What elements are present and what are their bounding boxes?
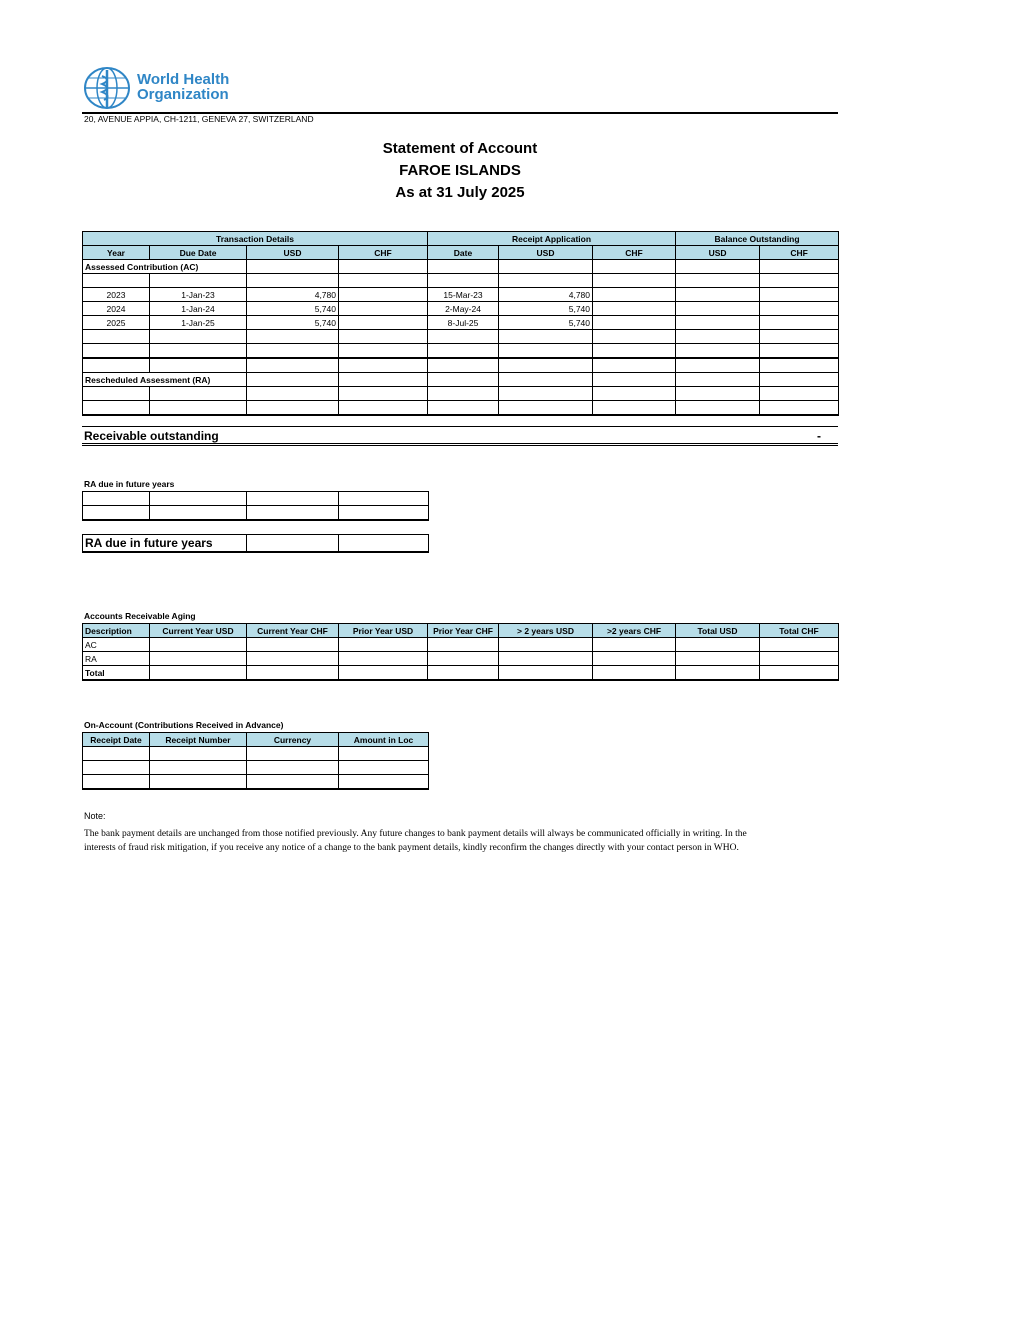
aging-col-over2-usd: > 2 years USD (499, 624, 593, 638)
row-due-date: 1-Jan-24 (150, 302, 247, 316)
org-address: 20, AVENUE APPIA, CH-1211, GENEVA 27, SWITZERLAND (84, 114, 314, 124)
on-account-col-currency: Currency (247, 733, 339, 747)
aging-table (82, 623, 839, 681)
row-receipt-date: 8-Jul-25 (428, 316, 499, 330)
table-row (83, 652, 839, 666)
aging-col-total-usd: Total USD (676, 624, 760, 638)
aging-col-current-chf: Current Year CHF (247, 624, 339, 638)
row-year: 2023 (83, 288, 150, 302)
row-usd: 5,740 (247, 302, 339, 316)
aging-header-row (83, 624, 839, 638)
table-row (83, 492, 429, 506)
col-usd: USD (247, 246, 339, 260)
row-balance-chf (760, 302, 839, 316)
col-year: Year (83, 246, 150, 260)
row-balance-usd (676, 302, 760, 316)
table-row (83, 506, 429, 521)
table-row (83, 316, 839, 330)
receivable-outstanding-value: - (817, 429, 821, 443)
aging-col-total-chf: Total CHF (760, 624, 839, 638)
row-balance-chf (760, 316, 839, 330)
ra-future-section-label: RA due in future years (84, 479, 175, 489)
org-name-line1: World Health (137, 71, 230, 88)
org-name-line2: Organization (137, 86, 229, 103)
row-receipt-chf (593, 316, 676, 330)
aging-col-description: Description (83, 624, 150, 638)
row-balance-usd (676, 316, 760, 330)
row-balance-usd (676, 288, 760, 302)
on-account-table (82, 732, 429, 790)
row-usd: 4,780 (247, 288, 339, 302)
group-header-row (83, 232, 839, 246)
table-row (83, 288, 839, 302)
aging-col-prior-chf: Prior Year CHF (428, 624, 499, 638)
col-receipt-chf: CHF (593, 246, 676, 260)
receivable-outstanding-label: Receivable outstanding (84, 429, 219, 443)
row-receipt-date: 2-May-24 (428, 302, 499, 316)
row-receipt-chf (593, 302, 676, 316)
aging-row-label: Total (83, 666, 150, 681)
on-account-section-label: On-Account (Contributions Received in Advance) (84, 720, 284, 730)
who-logo (82, 66, 242, 110)
row-chf (339, 288, 428, 302)
row-due-date: 1-Jan-25 (150, 316, 247, 330)
row-receipt-date: 15-Mar-23 (428, 288, 499, 302)
col-balance-chf: CHF (760, 246, 839, 260)
table-row (83, 358, 839, 373)
statement-title (82, 138, 838, 204)
receivable-outstanding-row (82, 426, 838, 446)
group-receipt-application: Receipt Application (428, 232, 676, 246)
on-account-col-amount: Amount in Loc (339, 733, 429, 747)
aging-row-label: RA (83, 652, 150, 666)
row-receipt-usd: 5,740 (499, 316, 593, 330)
table-row (83, 761, 429, 775)
ra-future-table (82, 491, 429, 521)
ra-future-total-row (83, 535, 429, 553)
row-year: 2025 (83, 316, 150, 330)
title-country: FAROE ISLANDS (399, 162, 521, 179)
table-row (83, 302, 839, 316)
row-receipt-usd: 4,780 (499, 288, 593, 302)
col-date: Date (428, 246, 499, 260)
statement-table (82, 231, 839, 416)
note-heading: Note: (84, 811, 106, 821)
table-row (83, 330, 839, 344)
who-emblem-icon (82, 66, 132, 110)
group-transaction-details: Transaction Details (83, 232, 428, 246)
table-row (83, 666, 839, 681)
ra-section-row (83, 373, 839, 387)
aging-row-label: AC (83, 638, 150, 652)
ra-future-total-label: RA due in future years (83, 535, 247, 553)
org-name (137, 72, 229, 102)
table-row (83, 387, 839, 401)
col-due-date: Due Date (150, 246, 247, 260)
row-due-date: 1-Jan-23 (150, 288, 247, 302)
ac-section-label: Assessed Contribution (AC) (83, 260, 247, 274)
column-header-row (83, 246, 839, 260)
table-row (83, 638, 839, 652)
ra-section-label: Rescheduled Assessment (RA) (83, 373, 247, 387)
ra-future-total-table (82, 534, 429, 553)
note-line2: interests of fraud risk mitigation, if you receive any notice of a change to the bank payment details, kindly reconfirm the changes directly with your contact person in WHO. (84, 843, 739, 853)
aging-col-over2-chf: >2 years CHF (593, 624, 676, 638)
row-year: 2024 (83, 302, 150, 316)
on-account-col-receipt-number: Receipt Number (150, 733, 247, 747)
table-row (83, 344, 839, 359)
table-row (83, 775, 429, 790)
table-row (83, 747, 429, 761)
row-chf (339, 316, 428, 330)
table-row (83, 274, 839, 288)
aging-section-label: Accounts Receivable Aging (84, 611, 196, 621)
row-receipt-usd: 5,740 (499, 302, 593, 316)
row-receipt-chf (593, 288, 676, 302)
on-account-header-row (83, 733, 429, 747)
aging-col-prior-usd: Prior Year USD (339, 624, 428, 638)
aging-col-current-usd: Current Year USD (150, 624, 247, 638)
col-chf: CHF (339, 246, 428, 260)
on-account-col-receipt-date: Receipt Date (83, 733, 150, 747)
col-receipt-usd: USD (499, 246, 593, 260)
note-line1: The bank payment details are unchanged from those notified previously. Any future changes to bank payment details will always be communicated officially in writing. In the (84, 829, 747, 839)
row-balance-chf (760, 288, 839, 302)
table-row (83, 401, 839, 416)
group-balance-outstanding: Balance Outstanding (676, 232, 839, 246)
title-date: As at 31 July 2025 (395, 184, 525, 201)
ac-section-row (83, 260, 839, 274)
row-usd: 5,740 (247, 316, 339, 330)
row-chf (339, 302, 428, 316)
col-balance-usd: USD (676, 246, 760, 260)
title-line1: Statement of Account (382, 140, 538, 157)
